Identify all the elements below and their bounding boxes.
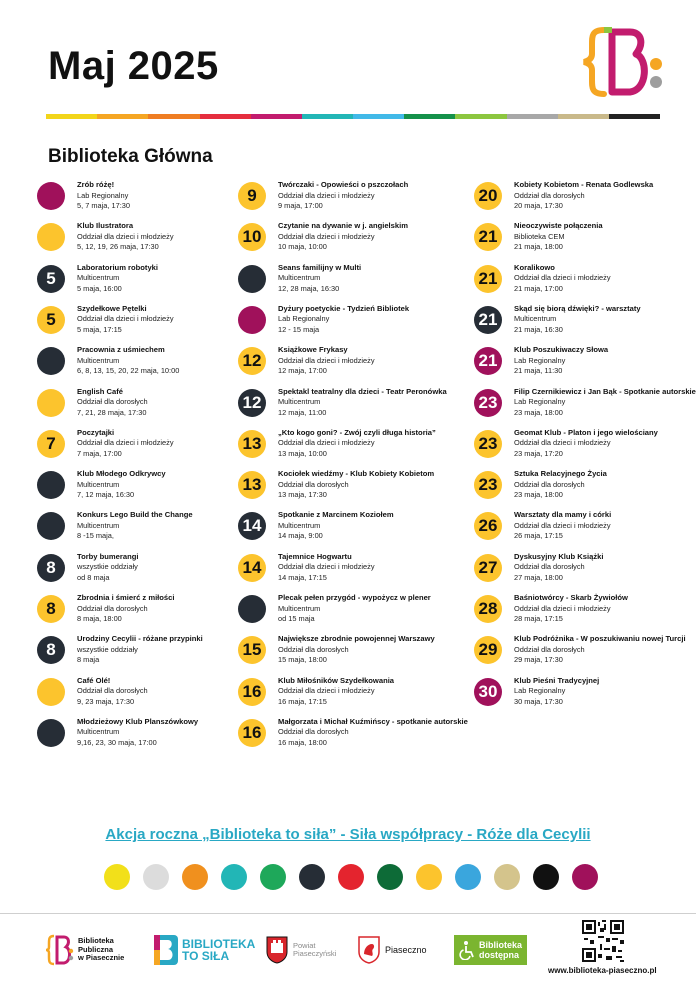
event-date: 21 maja, 11:30 — [514, 366, 563, 376]
event-item[interactable] — [238, 387, 448, 427]
event-item[interactable] — [474, 593, 684, 633]
event-day-badge: 16 — [238, 678, 266, 706]
footer-powiat-label: Powiat Piaseczyński — [293, 940, 337, 958]
event-date: 9, 23 maja, 17:30 — [77, 696, 135, 706]
event-name: Filip Czernikiewicz i Jan Bąk - Spotkanie autorskie — [514, 386, 696, 396]
event-day-badge — [238, 306, 266, 334]
event-name: Pracownia z uśmiechem — [77, 345, 165, 355]
event-item[interactable] — [37, 387, 247, 427]
footer-logo-powiat[interactable] — [266, 930, 336, 970]
event-item[interactable] — [238, 221, 448, 261]
event-item[interactable] — [238, 716, 468, 757]
event-day-badge: 9 — [238, 182, 266, 210]
event-item[interactable] — [37, 552, 247, 592]
event-date: 7 maja, 17:00 — [77, 448, 122, 458]
event-item[interactable] — [474, 304, 684, 344]
event-day-badge: 23 — [474, 471, 502, 499]
event-day-badge: 21 — [474, 223, 502, 251]
campaign-link[interactable]: Akcja roczna „Biblioteka to siła” - Siła współpracy - Róże dla Cecylii — [105, 826, 591, 843]
event-name: Urodziny Cecylii - różane przypinki — [77, 634, 203, 644]
event-item[interactable] — [238, 634, 448, 674]
event-location: Oddział dla dorosłych — [278, 644, 349, 654]
event-name: Kociołek wiedźmy - Klub Kobiety Kobietom — [278, 469, 435, 479]
event-location: Multicentrum — [278, 397, 321, 406]
event-name: Plecak pełen przygód - wypożycz w plener — [278, 593, 431, 602]
event-day-badge: 21 — [474, 347, 502, 375]
event-name: Dyskusyjny Klub Książki — [514, 551, 604, 561]
event-day-badge: 28 — [474, 595, 502, 623]
event-item[interactable] — [37, 428, 247, 468]
piaseczno-crest-icon — [358, 936, 380, 964]
event-date: 7, 12 maja, 16:30 — [77, 490, 135, 500]
event-item[interactable] — [238, 304, 448, 344]
event-date: 14 maja, 9:00 — [278, 531, 323, 541]
event-name: Geomat Klub - Platon i jego wielościany — [514, 427, 658, 437]
event-name: Klub Pieśni Tradycyjnej — [514, 675, 600, 685]
event-day-badge: 27 — [474, 554, 502, 582]
footer-divider — [0, 913, 696, 914]
event-day-badge: 13 — [238, 430, 266, 458]
event-location: Oddział dla dorosłych — [77, 397, 148, 406]
color-dot — [455, 864, 481, 890]
event-date: 9,16, 23, 30 maja, 17:00 — [77, 737, 157, 747]
event-item[interactable] — [37, 345, 247, 385]
footer-library-name: Biblioteka Publiczna w Piasecznie — [78, 936, 125, 963]
event-location: wszystkie oddziały — [77, 644, 138, 654]
event-day-badge — [37, 512, 65, 540]
event-item[interactable] — [37, 676, 247, 716]
color-dot — [104, 864, 130, 890]
event-name: Młodzieżowy Klub Planszówkowy — [77, 716, 199, 726]
event-name: „Kto kogo goni? - Zwój czyli długa historia” — [278, 427, 436, 437]
event-location: Oddział dla dorosłych — [514, 479, 585, 489]
event-day-badge: 21 — [474, 306, 502, 334]
event-item[interactable] — [474, 428, 684, 468]
event-item[interactable] — [474, 552, 684, 592]
event-date: 8 maja — [77, 655, 100, 665]
event-day-badge: 16 — [238, 719, 266, 747]
event-date: 13 maja, 17:30 — [278, 490, 327, 500]
event-day-badge: 30 — [474, 678, 502, 706]
event-location: Oddział dla dzieci i młodzieży — [278, 686, 375, 696]
event-location: Oddział dla dzieci i młodzieży — [514, 603, 611, 613]
event-location: Oddział dla dzieci i młodzieży — [278, 562, 375, 572]
event-name: Nieoczywiste połączenia — [514, 221, 603, 231]
event-location: Lab Regionalny — [514, 355, 566, 365]
event-date: 5 maja, 16:00 — [77, 283, 122, 293]
website-link[interactable]: www.biblioteka-piaseczno.pl — [548, 966, 657, 975]
event-location: Multicentrum — [77, 355, 120, 365]
event-name: Szydełkowe Pętelki — [77, 303, 147, 313]
event-location: Multicentrum — [278, 273, 321, 283]
color-dot — [533, 864, 559, 890]
event-location: Oddział dla dzieci i młodzieży — [77, 438, 174, 448]
event-name: Poczytajki — [77, 427, 115, 437]
event-day-badge: 21 — [474, 265, 502, 293]
event-location: Lab Regionalny — [514, 397, 566, 406]
event-name: Kobiety Kobietom - Renata Godlewska — [514, 180, 654, 189]
event-item[interactable] — [37, 263, 247, 303]
event-date: 8 -15 maja, — [77, 531, 114, 541]
event-item[interactable] — [474, 469, 684, 509]
event-name: Spotkanie z Marcinem Koziołem — [278, 510, 394, 520]
event-name: English Café — [77, 386, 123, 396]
stripe-segment — [507, 114, 558, 119]
event-name: Café Olé! — [77, 675, 111, 685]
library-small-logo-icon — [46, 933, 74, 967]
event-day-badge: 5 — [37, 265, 65, 293]
event-item[interactable] — [474, 221, 684, 261]
event-item[interactable] — [37, 634, 247, 674]
event-date: 8 maja, 18:00 — [77, 614, 122, 623]
event-day-badge: 20 — [474, 182, 502, 210]
stripe-segment — [200, 114, 251, 119]
event-item[interactable] — [238, 263, 448, 303]
event-day-badge — [238, 265, 266, 293]
event-name: Koralikowo — [514, 262, 555, 272]
event-date: 5, 7 maja, 17:30 — [77, 201, 131, 210]
event-date: 21 maja, 16:30 — [514, 324, 563, 334]
event-location: wszystkie oddziały — [77, 562, 138, 572]
event-name: Twórczaki - Opowieści o pszczołach — [278, 180, 409, 189]
event-location: Multicentrum — [77, 273, 120, 283]
event-day-badge: 10 — [238, 223, 266, 251]
event-item[interactable] — [238, 428, 448, 468]
event-date: 12 - 15 maja — [278, 324, 320, 334]
bts-line-1: BIBLIOTEKA — [182, 937, 256, 951]
event-location: Multicentrum — [278, 520, 321, 530]
stripe-segment — [609, 114, 660, 119]
event-day-badge — [37, 719, 65, 747]
event-name: Spektakl teatralny dla dzieci - Teatr Peronówka — [278, 386, 447, 396]
event-location: Oddział dla dzieci i młodzieży — [278, 231, 375, 241]
event-location: Oddział dla dzieci i młodzieży — [77, 314, 174, 324]
footer-logo-biblioteka-publiczna[interactable] — [46, 930, 124, 970]
event-day-badge — [37, 182, 65, 210]
event-date: 6, 8, 13, 15, 20, 22 maja, 10:00 — [77, 366, 180, 376]
color-dot — [299, 864, 325, 890]
event-day-badge: 15 — [238, 636, 266, 664]
event-date: 21 maja, 18:00 — [514, 242, 563, 252]
footer-logo-biblioteka-to-sila[interactable] — [154, 930, 255, 970]
event-item[interactable] — [238, 510, 448, 550]
event-date: 13 maja, 10:00 — [278, 448, 327, 458]
event-day-badge: 23 — [474, 430, 502, 458]
event-item[interactable] — [238, 552, 448, 592]
bts-logo-icon — [154, 935, 178, 965]
color-dot — [182, 864, 208, 890]
event-item[interactable] — [474, 263, 684, 303]
event-item[interactable] — [238, 676, 448, 716]
stripe-segment — [558, 114, 609, 119]
event-date: 16 maja, 17:15 — [278, 696, 327, 706]
event-name: Tajemnice Hogwartu — [278, 551, 352, 561]
event-name: Czytanie na dywanie w j. angielskim — [278, 221, 408, 231]
library-logo-icon — [582, 22, 666, 102]
event-date: 30 maja, 17:30 — [514, 696, 563, 706]
event-date: 12 maja, 17:00 — [278, 366, 327, 376]
event-name: Klub Miłośników Szydełkowania — [278, 675, 395, 685]
event-name: Małgorzata i Michał Kuźmińscy - spotkanie autorskie — [278, 716, 468, 726]
qr-code-icon[interactable] — [582, 920, 624, 962]
event-date: 5 maja, 17:15 — [77, 324, 122, 334]
event-date: 23 maja, 18:00 — [514, 490, 563, 500]
event-item[interactable] — [37, 180, 247, 220]
color-dot — [260, 864, 286, 890]
event-date: 10 maja, 10:00 — [278, 242, 327, 252]
event-location: Oddział dla dzieci i młodzieży — [514, 438, 611, 448]
color-stripe — [46, 114, 660, 119]
stripe-segment — [353, 114, 404, 119]
event-day-badge: 8 — [37, 554, 65, 582]
event-item[interactable] — [238, 593, 448, 633]
event-location: Oddział dla dorosłych — [514, 190, 585, 200]
event-name: Największe zbrodnie powojennej Warszawy — [278, 634, 435, 644]
event-item[interactable] — [37, 593, 247, 633]
event-location: Biblioteka CEM — [514, 231, 565, 241]
event-location: Multicentrum — [278, 603, 321, 613]
event-item[interactable] — [474, 345, 684, 385]
event-location: Oddział dla dorosłych — [514, 562, 585, 572]
page-title: Maj 2025 — [48, 44, 219, 88]
accessibility-icon — [459, 940, 475, 960]
event-date: 9 maja, 17:00 — [278, 201, 323, 210]
event-location: Oddział dla dorosłych — [77, 603, 148, 613]
event-name: Zbrodnia i śmierć z miłości — [77, 593, 175, 602]
campaign-color-dots — [104, 864, 598, 890]
color-dot — [143, 864, 169, 890]
event-name: Zrób różę! — [77, 180, 115, 189]
event-date: 7, 21, 28 maja, 17:30 — [77, 407, 147, 417]
event-date: 14 maja, 17:15 — [278, 572, 327, 582]
event-location: Lab Regionalny — [514, 686, 566, 696]
event-item[interactable] — [37, 469, 247, 509]
event-name: Laboratorium robotyki — [77, 262, 159, 272]
event-location: Lab Regionalny — [77, 190, 129, 200]
event-location: Oddział dla dzieci i młodzieży — [514, 520, 611, 530]
event-day-badge — [238, 595, 266, 623]
event-day-badge — [37, 347, 65, 375]
event-date: 16 maja, 18:00 — [278, 737, 327, 747]
event-day-badge: 8 — [37, 636, 65, 664]
event-date: 20 maja, 17:30 — [514, 201, 563, 210]
event-day-badge — [37, 471, 65, 499]
event-name: Klub Podróżnika - W poszukiwaniu nowej Turcji — [514, 634, 686, 644]
event-day-badge: 7 — [37, 430, 65, 458]
event-name: Dyżury poetyckie - Tydzień Bibliotek — [278, 303, 410, 313]
event-location: Oddział dla dzieci i młodzieży — [278, 438, 375, 448]
event-item[interactable] — [238, 345, 448, 385]
event-name: Klub Poszukiwaczy Słowa — [514, 345, 609, 355]
event-item[interactable] — [37, 304, 247, 344]
event-name: Książkowe Frykasy — [278, 345, 348, 355]
event-item[interactable] — [238, 180, 448, 220]
event-name: Konkurs Lego Build the Change — [77, 510, 193, 520]
event-date: 5, 12, 19, 26 maja, 17:30 — [77, 242, 159, 252]
event-name: Sztuka Relacyjnego Życia — [514, 469, 607, 479]
stripe-segment — [46, 114, 97, 119]
event-day-badge: 23 — [474, 389, 502, 417]
color-dot — [572, 864, 598, 890]
event-item[interactable] — [238, 469, 448, 509]
stripe-segment — [148, 114, 199, 119]
event-location: Oddział dla dorosłych — [278, 727, 349, 737]
event-date: 21 maja, 17:00 — [514, 283, 563, 293]
event-name: Seans familijny w Multi — [278, 262, 362, 272]
event-date: 26 maja, 17:15 — [514, 531, 563, 541]
event-name: Baśniotwórcy - Skarb Żywiołów — [514, 593, 628, 602]
event-location: Oddział dla dzieci i młodzieży — [278, 355, 375, 365]
event-location: Oddział dla dzieci i młodzieży — [77, 231, 174, 241]
event-location: Oddział dla dzieci i młodzieży — [514, 273, 611, 283]
event-day-badge: 8 — [37, 595, 65, 623]
event-item[interactable] — [474, 510, 684, 550]
powiat-crest-icon — [266, 936, 288, 964]
event-day-badge: 14 — [238, 554, 266, 582]
event-date: od 8 maja — [77, 572, 110, 582]
stripe-segment — [302, 114, 353, 119]
event-date: 28 maja, 17:15 — [514, 614, 563, 623]
event-item[interactable] — [474, 386, 696, 427]
event-item[interactable] — [37, 510, 247, 550]
event-day-badge: 12 — [238, 347, 266, 375]
event-location: Multicentrum — [77, 727, 120, 737]
bts-line-2: TO SIŁA — [182, 949, 230, 963]
stripe-segment — [455, 114, 506, 119]
event-item[interactable] — [37, 717, 247, 757]
event-location: Oddział dla dzieci i młodzieży — [278, 190, 375, 200]
event-location: Multicentrum — [77, 479, 120, 489]
stripe-segment — [251, 114, 302, 119]
color-dot — [494, 864, 520, 890]
event-day-badge: 12 — [238, 389, 266, 417]
event-location: Multicentrum — [77, 520, 120, 530]
event-day-badge — [37, 223, 65, 251]
event-location: Oddział dla dorosłych — [278, 479, 349, 489]
event-day-badge — [37, 389, 65, 417]
event-name: Klub Ilustratora — [77, 221, 134, 231]
color-dot — [338, 864, 364, 890]
event-item[interactable] — [37, 221, 247, 261]
footer-logo-biblioteka-dostepna[interactable] — [454, 930, 527, 970]
event-day-badge: 26 — [474, 512, 502, 540]
event-day-badge: 29 — [474, 636, 502, 664]
event-location: Oddział dla dorosłych — [514, 644, 585, 654]
event-item[interactable] — [474, 180, 684, 220]
footer-dostepna-label: Biblioteka dostępna — [479, 940, 523, 960]
event-date: 15 maja, 18:00 — [278, 655, 327, 665]
event-date: 29 maja, 17:30 — [514, 655, 563, 665]
event-name: Klub Młodego Odkrywcy — [77, 469, 166, 479]
event-location: Oddział dla dorosłych — [77, 686, 148, 696]
footer-piaseczno-label: Piaseczno — [385, 944, 427, 955]
event-name: Skąd się biorą dźwięki? - warsztaty — [514, 303, 641, 313]
footer-logo-piaseczno[interactable] — [358, 930, 427, 970]
stripe-segment — [404, 114, 455, 119]
event-day-badge: 13 — [238, 471, 266, 499]
event-name: Warsztaty dla mamy i córki — [514, 510, 612, 520]
event-date: 23 maja, 17:20 — [514, 448, 563, 458]
event-location: Multicentrum — [514, 314, 557, 324]
event-item[interactable] — [474, 676, 684, 716]
event-date: 27 maja, 18:00 — [514, 572, 563, 582]
color-dot — [416, 864, 442, 890]
event-day-badge: 5 — [37, 306, 65, 334]
event-date: od 15 maja — [278, 614, 315, 623]
stripe-segment — [97, 114, 148, 119]
color-dot — [221, 864, 247, 890]
event-name: Torby bumerangi — [77, 551, 139, 561]
event-date: 12 maja, 11:00 — [278, 407, 327, 417]
event-day-badge — [37, 678, 65, 706]
event-date: 12, 28 maja, 16:30 — [278, 283, 340, 293]
event-item[interactable] — [474, 634, 684, 674]
event-date: 23 maja, 18:00 — [514, 407, 563, 417]
color-dot — [377, 864, 403, 890]
section-title: Biblioteka Główna — [48, 146, 213, 167]
event-day-badge: 14 — [238, 512, 266, 540]
event-location: Lab Regionalny — [278, 314, 330, 324]
